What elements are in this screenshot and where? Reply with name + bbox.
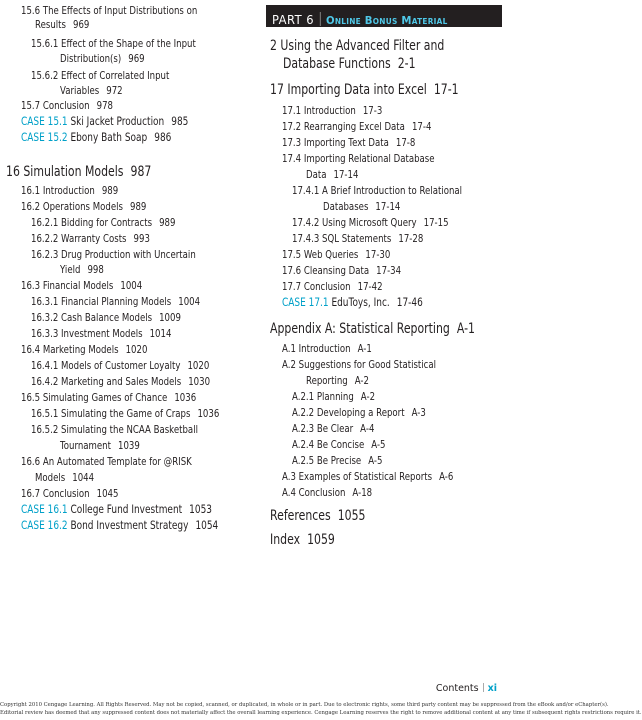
toc-page-number: 1030	[188, 375, 211, 388]
toc-entry	[21, 100, 113, 111]
toc-page-number: 2-1	[397, 56, 416, 72]
toc-page-number: 1054	[195, 518, 219, 532]
toc-entry	[31, 376, 210, 387]
toc-entry-title: Bond Investment Strategy	[70, 518, 189, 532]
part-banner-title: Online Bonus Material	[325, 14, 448, 27]
toc-entry-title: 16.5 Simulating Games of Chance	[21, 391, 168, 404]
toc-chapter-entry	[6, 165, 151, 179]
toc-entry	[292, 439, 386, 450]
toc-page-number: 989	[159, 216, 176, 229]
toc-page-number: 17-3	[362, 104, 383, 117]
toc-page-number: 17-14	[375, 200, 401, 213]
toc-entry-title: 16.5.2 Simulating the NCAA Basketball	[31, 423, 198, 436]
footer-section-label: Contents	[435, 683, 479, 694]
toc-entry	[21, 280, 142, 291]
toc-page-number: 972	[106, 84, 123, 97]
toc-page-number: 1039	[118, 439, 140, 452]
toc-page-number: 1020	[125, 343, 148, 356]
toc-page-number: 1059	[307, 532, 335, 548]
toc-entry-title: EduToys, Inc.	[331, 295, 390, 309]
toc-entry-title: A.3 Examples of Statistical Reports	[282, 470, 433, 483]
toc-entry-title: Tournament	[60, 439, 111, 452]
toc-entry-title: A.2 Suggestions for Good Statistical	[282, 358, 437, 371]
toc-entry-title: 16.2.1 Bidding for Contracts	[31, 216, 153, 229]
toc-page-number: 1045	[96, 487, 119, 500]
toc-entry	[21, 185, 118, 196]
toc-entry-title: A.2.3 Be Clear	[292, 422, 354, 435]
toc-entry-title: 16.2.2 Warranty Costs	[31, 232, 127, 245]
toc-page-number: A-5	[368, 454, 383, 467]
toc-entry-title: A.1 Introduction	[282, 342, 351, 355]
toc-entry	[282, 359, 436, 370]
toc-page-number: A-1	[456, 321, 475, 337]
toc-page-number: 17-1	[433, 82, 459, 98]
toc-chapter-entry	[270, 533, 335, 547]
case-label: CASE 15.2	[21, 130, 71, 144]
toc-entry-title: 17.4.3 SQL Statements	[292, 232, 392, 245]
toc-page-number: 989	[129, 200, 147, 213]
toc-entry-title: Results	[35, 18, 66, 31]
toc-entry	[31, 70, 169, 81]
toc-entry	[21, 392, 196, 403]
toc-entry	[31, 424, 198, 435]
toc-page-number: 986	[154, 130, 172, 144]
toc-entry-title: 16.6 An Automated Template for @RISK	[21, 455, 192, 468]
toc-entry-title: Models	[35, 471, 66, 484]
toc-entry-title: 17.1 Introduction	[282, 104, 356, 117]
toc-page-number: 17-4	[411, 120, 432, 133]
toc-entry-title: 16.1 Introduction	[21, 184, 95, 197]
part-banner	[266, 5, 502, 27]
toc-entry-title: Yield	[60, 263, 81, 276]
toc-page-number: A-1	[357, 342, 372, 355]
toc-entry	[282, 281, 383, 292]
toc-entry	[60, 53, 145, 64]
toc-entry	[282, 137, 415, 148]
toc-chapter-entry	[270, 83, 459, 97]
toc-entry	[35, 19, 89, 30]
toc-entry-title: Appendix A: Statistical Reporting	[270, 321, 450, 337]
toc-entry	[31, 296, 200, 307]
footer-page-number: xi	[487, 683, 497, 694]
toc-entry-title: Distribution(s)	[60, 52, 122, 65]
toc-entry-title: A.2.5 Be Precise	[292, 454, 362, 467]
toc-entry-title: 15.6 The Effects of Input Distributions on	[21, 4, 198, 17]
toc-entry-title: 16 Simulation Models	[6, 164, 124, 180]
toc-page-number: 998	[87, 263, 104, 276]
toc-page-number: 1053	[189, 502, 213, 516]
toc-entry	[31, 233, 150, 244]
toc-page-number: 17-14	[333, 168, 359, 181]
toc-page-number: 1036	[197, 407, 220, 420]
toc-entry	[21, 132, 171, 144]
toc-entry	[60, 264, 104, 275]
toc-entry	[31, 360, 209, 371]
toc-entry-title: Ski Jacket Production	[70, 114, 165, 128]
toc-page-number: 1055	[337, 508, 366, 524]
toc-entry-title: 16.7 Conclusion	[21, 487, 90, 500]
toc-entry	[292, 391, 375, 402]
copyright-notice-line-1: Copyright 2010 Cengage Learning. All Rights Reserved. May not be copied, scanned, or duplicated, in whole or in part. Due to electronic rights, some third party content may be suppressed from the eBook and/or eChapter(s).	[0, 702, 609, 708]
toc-page-number: 1004	[178, 295, 201, 308]
toc-entry-title: 16.4.1 Models of Customer Loyalty	[31, 359, 181, 372]
toc-page-number: 1009	[159, 311, 181, 324]
toc-entry	[21, 344, 147, 355]
toc-entry-title: 17.4.1 A Brief Introduction to Relational	[292, 184, 463, 197]
toc-entry-title: 17.6 Cleansing Data	[282, 264, 370, 277]
toc-entry-title: 16.3.1 Financial Planning Models	[31, 295, 172, 308]
toc-entry	[21, 520, 218, 532]
toc-page-number: 989	[101, 184, 119, 197]
toc-page-number: A-5	[371, 438, 386, 451]
toc-entry	[21, 201, 146, 212]
toc-page-number: 1004	[120, 279, 143, 292]
case-label: CASE 17.1	[282, 295, 332, 309]
toc-entry-title: A.2.4 Be Concise	[292, 438, 365, 451]
toc-page-number: A-2	[354, 374, 369, 387]
toc-entry	[31, 328, 171, 339]
toc-entry	[31, 249, 196, 260]
toc-page-number: 1044	[72, 471, 95, 484]
toc-entry	[306, 375, 369, 386]
toc-entry-title: 16.3.3 Investment Models	[31, 327, 143, 340]
toc-entry	[292, 423, 374, 434]
toc-page-number: 17-8	[395, 136, 416, 149]
toc-entry	[292, 407, 426, 418]
toc-page-number: 978	[96, 99, 113, 112]
toc-entry-title: A.4 Conclusion	[282, 486, 346, 499]
toc-entry	[282, 105, 382, 116]
toc-entry-title: College Fund Investment	[70, 502, 183, 516]
toc-entry-title: 16.2 Operations Models	[21, 200, 123, 213]
toc-entry-title: 15.6.2 Effect of Correlated Input	[31, 69, 170, 82]
toc-entry-title: Reporting	[306, 374, 348, 387]
copyright-notice-line-2: Editorial review has deemed that any suppressed content does not materially affect the overall learning experience. Cengage Learning reserves the right to remove additional content at any time if subsequent rights restrictions require it.	[0, 710, 642, 716]
toc-entry-title: Data	[306, 168, 327, 181]
toc-entry	[21, 456, 192, 467]
toc-page-number: 17-46	[396, 295, 423, 309]
toc-entry-title: 17.4.2 Using Microsoft Query	[292, 216, 417, 229]
toc-entry-title: Ebony Bath Soap	[70, 130, 148, 144]
toc-page-number: 987	[130, 164, 152, 180]
toc-page-number: 1036	[174, 391, 197, 404]
toc-page-number: 985	[171, 114, 189, 128]
toc-page-number: A-3	[411, 406, 426, 419]
toc-page-number: 969	[128, 52, 145, 65]
toc-entry-title: Variables	[60, 84, 100, 97]
toc-page-number: A-4	[360, 422, 375, 435]
toc-chapter-entry	[270, 39, 444, 53]
toc-entry-title: 16.2.3 Drug Production with Uncertain	[31, 248, 196, 261]
toc-entry-title: 16.5.1 Simulating the Game of Craps	[31, 407, 191, 420]
toc-entry-title: Databases	[323, 200, 369, 213]
toc-entry	[31, 312, 181, 323]
toc-entry-title: 17.5 Web Queries	[282, 248, 359, 261]
toc-entry-title: 2 Using the Advanced Filter and	[270, 38, 445, 54]
toc-page-number: 17-30	[365, 248, 391, 261]
toc-entry-title: 17.2 Rearranging Excel Data	[282, 120, 405, 133]
toc-entry	[21, 504, 212, 516]
toc-entry-title: 17.3 Importing Text Data	[282, 136, 389, 149]
toc-entry	[282, 153, 435, 164]
toc-entry-title: 17 Importing Data into Excel	[270, 82, 427, 98]
toc-entry	[292, 455, 382, 466]
toc-entry	[31, 408, 219, 419]
toc-entry	[282, 487, 372, 498]
toc-entry-title: 16.3.2 Cash Balance Models	[31, 311, 153, 324]
toc-entry	[282, 471, 453, 482]
toc-page-number: 1020	[187, 359, 210, 372]
toc-chapter-entry	[270, 322, 475, 336]
toc-entry-title: 16.4.2 Marketing and Sales Models	[31, 375, 182, 388]
toc-page-number: 17-28	[398, 232, 424, 245]
toc-chapter-entry	[270, 509, 366, 523]
toc-entry	[282, 249, 390, 260]
toc-entry-title: 16.4 Marketing Models	[21, 343, 119, 356]
toc-entry	[35, 472, 94, 483]
toc-entry	[306, 169, 358, 180]
toc-entry	[21, 488, 118, 499]
toc-entry	[282, 265, 401, 276]
toc-entry	[292, 233, 423, 244]
case-label: CASE 16.2	[21, 518, 71, 532]
toc-page-number: 993	[133, 232, 150, 245]
toc-entry	[21, 116, 188, 128]
toc-page-number: A-6	[439, 470, 454, 483]
toc-entry-title: A.2.1 Planning	[292, 390, 354, 403]
toc-entry	[323, 201, 400, 212]
toc-chapter-entry	[283, 57, 416, 71]
toc-entry-title: A.2.2 Developing a Report	[292, 406, 405, 419]
toc-entry	[292, 217, 449, 228]
toc-page-number: A-2	[360, 390, 376, 403]
toc-entry	[282, 343, 372, 354]
running-footer	[436, 683, 497, 694]
toc-entry	[21, 5, 197, 16]
part-banner-number: PART 6	[272, 12, 314, 27]
toc-entry-title: References	[270, 508, 331, 524]
case-label: CASE 15.1	[21, 114, 71, 128]
toc-entry	[31, 38, 196, 49]
toc-entry-title: 15.7 Conclusion	[21, 99, 90, 112]
toc-page-number: 17-15	[423, 216, 449, 229]
toc-entry-title: 15.6.1 Effect of the Shape of the Input	[31, 37, 196, 50]
toc-page-number: 1014	[149, 327, 172, 340]
toc-entry	[292, 185, 462, 196]
toc-entry	[60, 85, 123, 96]
toc-page-number: A-18	[352, 486, 373, 499]
toc-entry	[60, 440, 140, 451]
toc-entry-title: Database Functions	[283, 56, 391, 72]
toc-page-number: 17-34	[376, 264, 402, 277]
toc-entry-title: 16.3 Financial Models	[21, 279, 114, 292]
toc-page-number: 17-42	[357, 280, 383, 293]
toc-entry	[282, 121, 431, 132]
case-label: CASE 16.1	[21, 502, 71, 516]
toc-entry-title: 17.4 Importing Relational Database	[282, 152, 435, 165]
toc-page-number: 969	[73, 18, 90, 31]
toc-entry-title: 17.7 Conclusion	[282, 280, 351, 293]
toc-entry	[31, 217, 175, 228]
toc-entry	[282, 297, 423, 309]
toc-entry-title: Index	[270, 532, 301, 548]
